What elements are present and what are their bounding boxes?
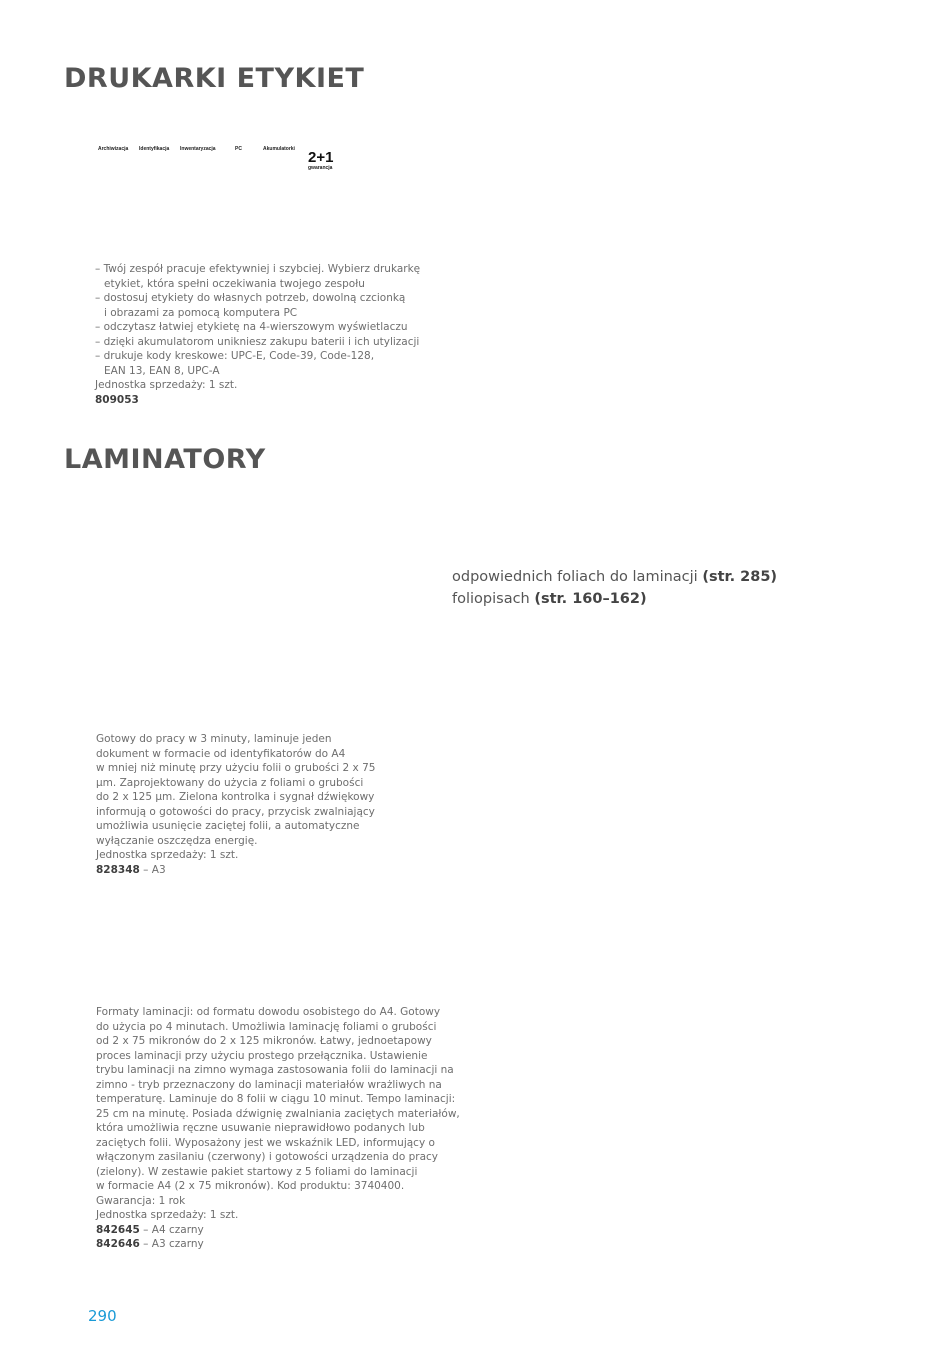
description-line: w formacie A4 (2 x 75 mikronów). Kod produktu: 3740400.	[96, 1180, 405, 1192]
description-line: – dzięki akumulatorom unikniesz zakupu baterii i ich utylizacji	[95, 335, 420, 348]
description-line: do 2 x 125 µm. Zielona kontrolka i sygnał dźwiękowy	[96, 791, 375, 803]
product-variant: – A4 czarny	[139, 1223, 204, 1236]
description-line: wyłączanie oszczędza energię.	[96, 834, 258, 847]
pc-label: PC	[235, 146, 242, 152]
warranty-line: Gwarancja: 1 rok	[96, 1194, 186, 1207]
description-line: – odczytasz łatwiej etykietę na 4-wierszowym wyświetlaczu	[95, 321, 408, 333]
description-line: – drukuje kody kreskowe: UPC-E, Code-39, Code-128,	[95, 350, 375, 362]
description-line: dokument w formacie od identyfikatorów do A4	[96, 747, 346, 760]
section-title-laminators: LAMINATORY	[64, 444, 266, 475]
label-printer-description	[95, 262, 420, 407]
product-code: 828348	[96, 863, 140, 876]
description-line: trybu laminacji na zimno wymaga zastosowania folii do laminacji na	[96, 1064, 454, 1076]
laminator-a3-description	[96, 732, 375, 877]
sales-unit: Jednostka sprzedaży: 1 szt.	[96, 849, 239, 861]
description-line: etykiet, która spełni oczekiwania twojego zespołu	[104, 277, 365, 290]
ref-text: odpowiednich foliach do laminacji	[452, 569, 698, 585]
description-line: EAN 13, EAN 8, UPC-A	[104, 364, 220, 377]
description-line: proces laminacji przy użyciu prostego przełącznika. Ustawienie	[96, 1049, 428, 1062]
sales-unit: Jednostka sprzedaży: 1 szt.	[95, 379, 238, 391]
description-line: (zielony). W zestawie pakiet startowy z 5 foliami do laminacji	[96, 1165, 418, 1178]
description-line: 25 cm na minutę. Posiada dźwignię zwalniania zaciętych materiałów,	[96, 1107, 460, 1120]
description-line: do użycia po 4 minutach. Umożliwia laminację foliami o grubości	[96, 1020, 437, 1033]
description-line: Gotowy do pracy w 3 minuty, laminuje jeden	[96, 733, 332, 745]
cross-reference	[452, 566, 777, 610]
warranty-label: gwarancja	[308, 165, 333, 171]
description-line: od 2 x 75 mikronów do 2 x 125 mikronów. Łatwy, jednoetapowy	[96, 1035, 432, 1047]
ref-page-link: (str. 160–162)	[534, 591, 647, 607]
product-code: 842646	[96, 1238, 140, 1250]
description-line: temperaturę. Laminuje do 8 folii w ciągu 10 minut. Tempo laminacji:	[96, 1093, 456, 1105]
product-code: 842645	[96, 1223, 140, 1236]
ref-text: foliopisach	[452, 591, 530, 607]
archiving-label: Archiwizacja	[98, 146, 129, 152]
description-line: która umożliwia ręczne usuwanie nieprawidłowo podanych lub	[96, 1122, 425, 1134]
product-variant: – A3	[139, 863, 166, 876]
laminator-a4-description	[96, 1005, 460, 1252]
warranty-badge	[308, 150, 333, 171]
sales-unit: Jednostka sprzedaży: 1 szt.	[96, 1209, 239, 1221]
product-variant: – A3 czarny	[139, 1238, 204, 1250]
ref-page-link: (str. 285)	[702, 569, 778, 585]
product-code: 809053	[95, 393, 139, 406]
inventory-label: Inwentaryzacja	[180, 146, 216, 152]
description-line: – Twój zespół pracuje efektywniej i szybciej. Wybierz drukarkę	[95, 263, 421, 275]
description-line: informują o gotowości do pracy, przycisk zwalniający	[96, 805, 375, 818]
section-title-label-printers: DRUKARKI ETYKIET	[64, 63, 365, 94]
identification-label: Identyfikacja	[139, 146, 170, 152]
description-line: zimno - tryb przeznaczony do laminacji materiałów wrażliwych na	[96, 1078, 442, 1091]
description-line: zaciętych folii. Wyposażony jest we wskaźnik LED, informujący o	[96, 1136, 435, 1149]
warranty-number: 2+1	[308, 149, 334, 166]
batteries-label: Akumulatorki	[263, 146, 295, 152]
description-line: w mniej niż minutę przy użyciu folii o grubości 2 x 75	[96, 762, 376, 774]
description-line: i obrazami za pomocą komputera PC	[104, 306, 298, 319]
description-line: włączonym zasilaniu (czerwony) i gotowości urządzenia do pracy	[96, 1151, 438, 1163]
description-line: umożliwia usunięcie zaciętej folii, a automatyczne	[96, 820, 360, 832]
description-line: Formaty laminacji: od formatu dowodu osobistego do A4. Gotowy	[96, 1006, 441, 1018]
description-line: – dostosuj etykiety do własnych potrzeb, dowolną czcionką	[95, 292, 406, 304]
description-line: µm. Zaprojektowany do użycia z foliami o grubości	[96, 776, 364, 789]
feature-icons-row	[95, 146, 355, 180]
page-number: 290	[88, 1307, 117, 1325]
